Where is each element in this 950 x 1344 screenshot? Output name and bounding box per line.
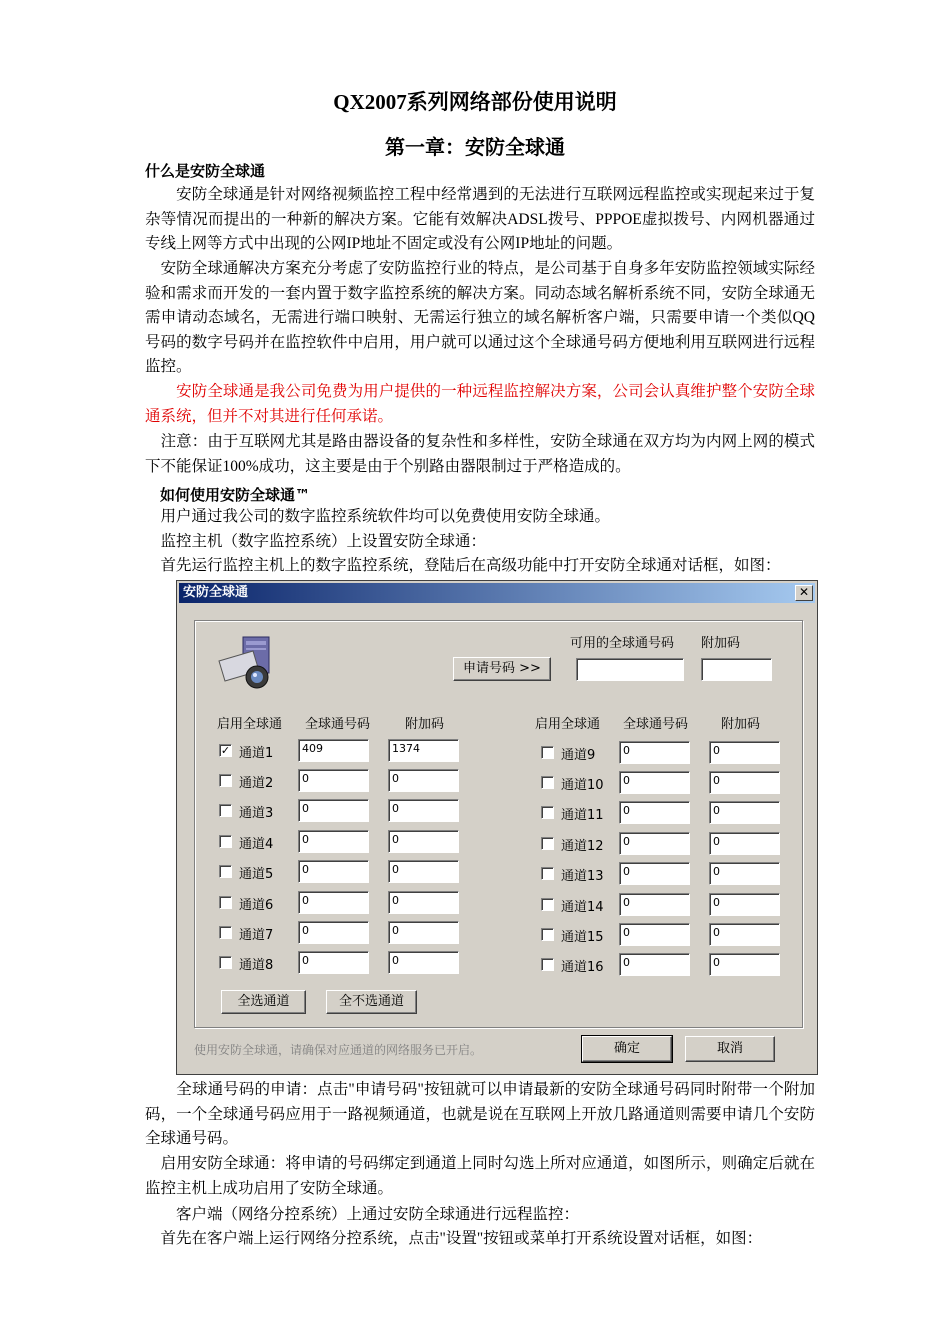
header-enable-left: 启用全球通 — [217, 717, 283, 732]
channel-checkbox[interactable] — [219, 896, 232, 909]
status-hint: 使用安防全球通，请确保对应通道的网络服务已开启。 — [194, 1043, 483, 1057]
channel-number-field[interactable]: 0 — [619, 741, 690, 764]
channel-number-field[interactable]: 0 — [298, 951, 369, 974]
channel-extra-field[interactable]: 0 — [388, 769, 459, 792]
channel-checkbox[interactable] — [219, 835, 232, 848]
camera-computer-icon — [217, 633, 279, 693]
channel-extra-field[interactable]: 0 — [709, 741, 780, 764]
channel-label: 通道11 — [561, 808, 604, 823]
channel-label: 通道16 — [561, 960, 604, 975]
channel-label: 通道8 — [239, 958, 274, 973]
channel-number-field[interactable]: 0 — [298, 830, 369, 853]
available-number-label: 可用的全球通号码 — [570, 636, 675, 651]
channel-extra-field[interactable]: 0 — [709, 923, 780, 946]
paragraph-apply-number: 全球通号码的申请：点击"申请号码"按钮就可以申请最新的安防全球通号码同时附带一个附加码，一个全球通号码应用于一路视频通道，也就是说在互联网上开放几路通道则需要申请几个安防全球通号码。 — [145, 1081, 815, 1147]
channel-number-field[interactable]: 0 — [298, 799, 369, 822]
header-extra-right: 附加码 — [721, 717, 761, 732]
channel-checkbox[interactable] — [541, 806, 554, 819]
global-link-dialog — [176, 580, 818, 1075]
channel-checkbox[interactable] — [541, 928, 554, 941]
channel-checkbox[interactable] — [219, 926, 232, 939]
header-extra-left: 附加码 — [405, 717, 445, 732]
channel-extra-field[interactable]: 0 — [388, 951, 459, 974]
channel-extra-field[interactable]: 0 — [709, 862, 780, 885]
select-all-button[interactable]: 全选通道 — [221, 990, 306, 1014]
select-none-button[interactable]: 全不选通道 — [326, 990, 417, 1014]
top-extra-field[interactable] — [701, 658, 772, 681]
channel-extra-field[interactable]: 0 — [709, 771, 780, 794]
section-heading-what: 什么是安防全球通 — [145, 162, 266, 180]
channel-extra-field[interactable]: 0 — [709, 953, 780, 976]
channel-extra-field[interactable]: 0 — [388, 830, 459, 853]
paragraph-usage: 用户通过我公司的数字监控系统软件均可以免费使用安防全球通。 — [145, 508, 611, 525]
channel-number-field[interactable]: 0 — [619, 801, 690, 824]
ok-button[interactable]: 确定 — [582, 1036, 672, 1062]
channel-extra-field[interactable]: 0 — [709, 832, 780, 855]
channel-checkbox[interactable] — [541, 867, 554, 880]
dialog-titlebar — [179, 583, 815, 603]
available-number-field[interactable] — [576, 658, 684, 681]
channel-number-field[interactable]: 0 — [298, 769, 369, 792]
channel-number-field[interactable]: 0 — [298, 860, 369, 883]
paragraph-intro: 安防全球通是针对网络视频监控工程中经常遇到的无法进行互联网远程监控或实现起来过于复杂等情况而提出的一种新的解决方案。它能有效解决ADSL拨号、PPPOE虚拟拨号、内网机器通过专线上网等方式中出现的公网IP地址不固定或没有公网IP地址的问题。 — [145, 186, 815, 252]
channel-label: 通道15 — [561, 930, 604, 945]
channel-label: 通道7 — [239, 928, 274, 943]
paragraph-free-notice: 安防全球通是我公司免费为用户提供的一种远程监控解决方案，公司会认真维护整个安防全球通系统，但并不对其进行任何承诺。 — [145, 383, 815, 425]
channel-checkbox[interactable] — [541, 746, 554, 759]
paragraph-host-setup: 监控主机（数字监控系统）上设置安防全球通： — [145, 533, 487, 550]
channel-label: 通道5 — [239, 867, 274, 882]
close-button[interactable]: ✕ — [795, 585, 813, 601]
paragraph-client-steps: 首先在客户端上运行网络分控系统，点击"设置"按钮或菜单打开系统设置对话框，如图： — [145, 1230, 763, 1247]
section-heading-how: 如何使用安防全球通™ — [145, 486, 311, 504]
cancel-button[interactable]: 取消 — [685, 1036, 775, 1062]
paragraph-solution: 安防全球通解决方案充分考虑了安防监控行业的特点，是公司基于自身多年安防监控领域实际经验和需求而开发的一套内置于数字监控系统的解决方案。同动态域名解析系统不同，安防全球通无需申请动态域名，无需进行端口映射、无需运行独立的域名解析客户端，只需要申请一个类似QQ号码的数字号码并在监控软件中启用，用户就可以通过这个全球通号码方便地利用互联网进行远程监控。 — [145, 260, 815, 375]
channel-label: 通道10 — [561, 778, 604, 793]
channel-number-field[interactable]: 0 — [619, 923, 690, 946]
header-number-left: 全球通号码 — [305, 717, 371, 732]
channel-number-field[interactable]: 0 — [619, 832, 690, 855]
channel-checkbox[interactable] — [541, 776, 554, 789]
header-number-right: 全球通号码 — [623, 717, 689, 732]
channel-number-field[interactable]: 0 — [298, 921, 369, 944]
channel-checkbox[interactable] — [541, 958, 554, 971]
channel-number-field[interactable]: 0 — [619, 862, 690, 885]
channel-label: 通道12 — [561, 839, 604, 854]
channel-label: 通道1 — [239, 746, 274, 761]
channel-label: 通道14 — [561, 900, 604, 915]
channel-label: 通道13 — [561, 869, 604, 884]
channel-extra-field[interactable]: 1374 — [388, 739, 459, 762]
paragraph-enable: 启用安防全球通：将申请的号码绑定到通道上同时勾选上所对应通道，如图所示，则确定后就在监控主机上成功启用了安防全球通。 — [145, 1155, 815, 1197]
paragraph-note: 注意：由于互联网尤其是路由器设备的复杂性和多样性，安防全球通在双方均为内网上网的模式下不能保证100%成功，这主要是由于个别路由器限制过于严格造成的。 — [145, 433, 815, 475]
channel-extra-field[interactable]: 0 — [388, 921, 459, 944]
channel-extra-field[interactable]: 0 — [709, 801, 780, 824]
channel-label: 通道4 — [239, 837, 274, 852]
paragraph-host-steps: 首先运行监控主机上的数字监控系统，登陆后在高级功能中打开安防全球通对话框，如图： — [145, 557, 781, 574]
chapter-title: 第一章：安防全球通 — [385, 137, 565, 159]
channel-extra-field[interactable]: 0 — [709, 893, 780, 916]
document-title: QX2007系列网络部份使用说明 — [333, 90, 617, 114]
channel-number-field[interactable]: 0 — [619, 893, 690, 916]
channel-number-field[interactable]: 0 — [298, 891, 369, 914]
channel-checkbox[interactable] — [541, 898, 554, 911]
dialog-title: 安防全球通 — [183, 585, 249, 600]
channel-checkbox[interactable] — [219, 865, 232, 878]
top-extra-label: 附加码 — [701, 636, 741, 651]
channel-extra-field[interactable]: 0 — [388, 799, 459, 822]
channel-number-field[interactable]: 409 — [298, 739, 369, 762]
paragraph-client-heading: 客户端（网络分控系统）上通过安防全球通进行远程监控： — [145, 1206, 580, 1223]
channel-number-field[interactable]: 0 — [619, 953, 690, 976]
channel-checkbox[interactable]: ✓ — [220, 744, 231, 757]
channel-checkbox[interactable] — [541, 837, 554, 850]
channel-checkbox[interactable] — [219, 956, 232, 969]
channel-extra-field[interactable]: 0 — [388, 860, 459, 883]
channel-label: 通道6 — [239, 898, 274, 913]
channel-checkbox[interactable] — [219, 774, 232, 787]
apply-number-button[interactable]: 申请号码 >> — [453, 657, 551, 681]
channel-extra-field[interactable]: 0 — [388, 891, 459, 914]
channel-label: 通道9 — [561, 748, 596, 763]
channel-number-field[interactable]: 0 — [619, 771, 690, 794]
header-enable-right: 启用全球通 — [535, 717, 601, 732]
channel-label: 通道2 — [239, 776, 274, 791]
channel-checkbox[interactable] — [219, 804, 232, 817]
channel-label: 通道3 — [239, 806, 274, 821]
